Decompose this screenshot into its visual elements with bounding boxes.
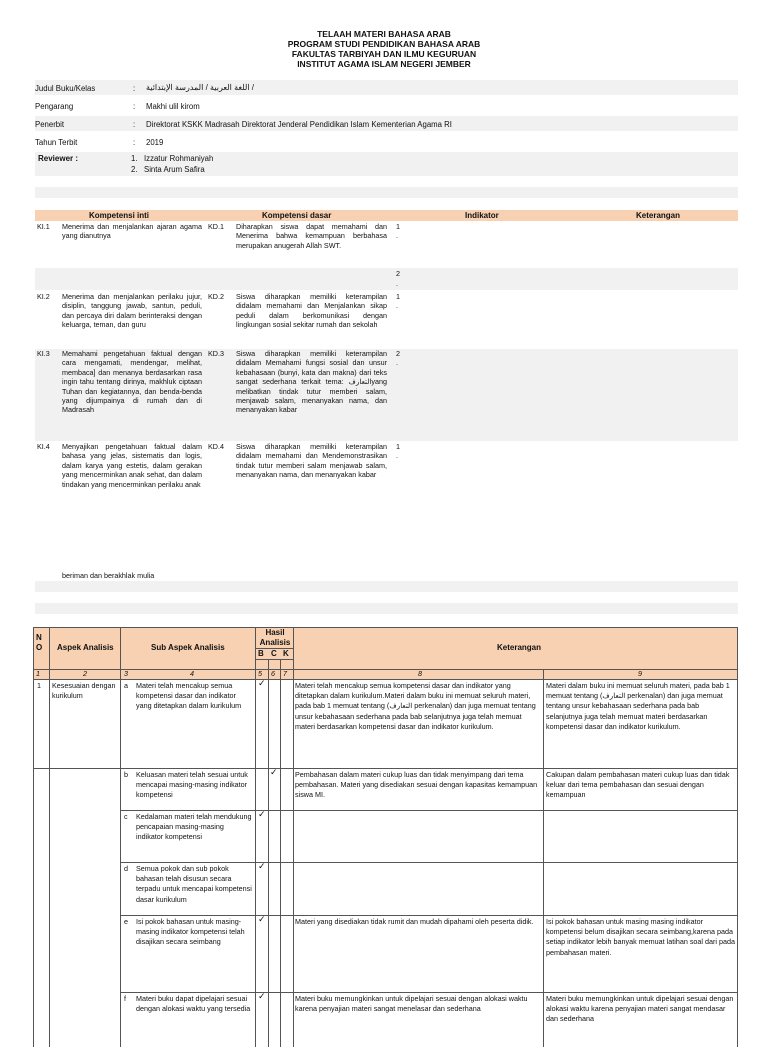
reviewer-name: 1. Izzatur Rohmaniyah	[131, 154, 214, 163]
keterangan-text: Materi yang disediakan tidak rumit dan mudah dipahami oleh peserta didik.	[295, 917, 534, 926]
meta-band	[35, 187, 738, 198]
indikator-number: 1	[396, 442, 400, 451]
ki-code: KI.3	[37, 349, 50, 358]
header-keterangan: Keterangan	[497, 643, 542, 652]
row-band	[35, 581, 738, 592]
kd-text: Siswa diharapkan memiliki keterampilan didalam Memahami fungsi sosial dan unsur kebahasaan (bunyi, kata dan makna) dari teks sangat sederhana terkait tema: التعارفyang melibatkan tindak tutur memberi salam, menjawab salam, menanyakan nama, dan menanyakan kabar	[236, 349, 387, 415]
grid-line	[120, 915, 738, 916]
header-hasil-analisis: Hasil Analisis	[259, 628, 291, 647]
analisis-colnum-band	[33, 669, 738, 679]
grid-line	[255, 627, 256, 1047]
keterangan-text: Pembahasan dalam materi cukup luas dan tidak menyimpang dari tema pembahasan. Materi yang disediakan sesuai dengan kapasitas kemampuan siswa MI.	[295, 770, 538, 800]
meta-value-tahun: 2019	[146, 138, 164, 147]
grid-line	[280, 659, 281, 1047]
meta-colon: :	[133, 120, 136, 129]
grid-line	[120, 627, 121, 1047]
indikator-dot: .	[396, 451, 398, 460]
sub-letter: a	[124, 681, 128, 690]
ki-text: Menerima dan menjalankan perilaku jujur, disiplin, tanggung jawab, santun, peduli, dan percaya diri dalam berinteraksi dengan keluarga, teman, dan guru	[62, 292, 202, 330]
grid-line	[120, 810, 738, 811]
meta-value-penerbit: Direktorat KSKK Madrasah Direktorat Jenderal Pendidikan Islam Kementerian Agama RI	[146, 120, 452, 129]
keterangan-text: Materi buku memungkinkan untuk dipelajari sesuai dengan alokasi waktu karena penyajian materi sangat mendasar dan sederhana	[546, 994, 734, 1024]
doc-title-line1: TELAAH MATERI BAHASA ARAB	[317, 29, 451, 39]
col-number: 4	[190, 669, 194, 678]
analisis-header-band	[33, 627, 738, 669]
doc-title-line3: FAKULTAS TARBIYAH DAN ILMU KEGURUAN	[291, 49, 477, 59]
col-number: 9	[638, 669, 642, 678]
check-mark: ✓	[258, 861, 266, 871]
sub-letter: c	[124, 812, 128, 821]
meta-label-tahun: Tahun Terbit	[35, 138, 78, 147]
analisis-table	[33, 627, 738, 1047]
col-number: 1	[36, 669, 40, 678]
grid-line	[543, 669, 544, 1047]
ki-code: KI.4	[37, 442, 50, 451]
header-c: C	[271, 649, 277, 658]
reviewer-label: Reviewer :	[38, 154, 79, 163]
kd-code: KD.2	[208, 292, 224, 301]
ki-text-continuation: beriman dan berakhlak mulia	[62, 571, 155, 580]
indikator-number: 1	[396, 292, 400, 301]
row-number: 1	[37, 681, 41, 690]
header-k: K	[283, 649, 289, 658]
ki-text: Menyajikan pengetahuan faktual dalam bahasa yang jelas, sistematis dan logis, dalam karya yang estetis, dalam gerakan yang mencerminkan anak sehat, dan dalam tindakan yang mencerminkan perilaku anak	[62, 442, 202, 489]
meta-colon: :	[133, 84, 136, 93]
kd-text: Siswa diharapkan memiliki keterampilan didalam memahami dan Menjalankan sikap peduli dalam berkomunikasi dengan lingkungan sosial sekitar rumah dan sekolah	[236, 292, 387, 330]
grid-line	[33, 669, 738, 670]
indikator-dot: .	[396, 231, 398, 240]
meta-value-pengarang: Makhi ulil kirom	[146, 102, 200, 111]
ki-code: KI.1	[37, 222, 50, 231]
ki-text: Memahami pengetahuan faktual dengan cara mengamati, mendengar, melihat, membaca] dan menanya berdasarkan rasa ingin tahu tentang dirinya, makhluk ciptaan Tuhan dan kegiatannya, dan benda-benda yang dijumpainya di rumah dan di Madrasah	[62, 349, 202, 415]
indikator-dot: .	[396, 279, 398, 288]
sub-aspek-text: Materi buku dapat dipelajari sesuai dengan alokasi waktu yang tersedia	[136, 994, 251, 1014]
aspek-text: Kesesuaian dengan kurikulum	[52, 681, 116, 701]
header-indikator: Indikator	[465, 211, 499, 220]
grid-line	[33, 627, 34, 1047]
check-mark: ✓	[258, 991, 266, 1001]
grid-line	[737, 627, 738, 1047]
meta-label-judul: Judul Buku/Kelas	[35, 84, 96, 93]
keterangan-text: Cakupan dalam pembahasan materi cukup luas dan tidak keluar dari tema pembahasan dan sesuai dengan kemampuan	[546, 770, 730, 800]
header-kompetensi-dasar: Kompetensi dasar	[262, 211, 332, 220]
meta-colon: :	[133, 138, 136, 147]
indikator-number: 2	[396, 349, 400, 358]
indikator-dot: .	[396, 301, 398, 310]
doc-title-line4: INSTITUT AGAMA ISLAM NEGERI JEMBER	[297, 59, 471, 69]
sub-aspek-text: Semua pokok dan sub pokok bahasan telah disusun secara terpadu untuk mencapai kompetensi dasar kurikulum	[136, 864, 252, 904]
sub-aspek-text: Isi pokok bahasan untuk masing-masing indikator kompetensi telah disajikan secara seimbang	[136, 917, 245, 947]
meta-label-penerbit: Penerbit	[35, 120, 65, 129]
grid-line	[268, 659, 269, 1047]
col-number: 7	[283, 669, 287, 678]
header-b: B	[258, 649, 264, 658]
indikator-number: 1	[396, 222, 400, 231]
header-sub-aspek: Sub Aspek Analisis	[151, 643, 225, 652]
doc-title-line2: PROGRAM STUDI PENDIDIKAN BAHASA ARAB	[287, 39, 481, 49]
kd-text: Siswa diharapkan memiliki keterampilan didalam memahami dan Mendemonstrasikan tindak tutur memberi salam menjawab salam, menanyakan nama, dan menanyakan kabar	[236, 442, 387, 480]
grid-line	[293, 627, 294, 1047]
sub-letter: e	[124, 917, 128, 926]
row-band	[35, 268, 738, 290]
grid-line	[33, 768, 738, 769]
sub-letter: d	[124, 864, 128, 873]
grid-line	[33, 679, 738, 680]
kd-code: KD.4	[208, 442, 224, 451]
header-aspek: Aspek Analisis	[57, 643, 114, 652]
check-mark: ✓	[258, 914, 266, 924]
keterangan-text: Materi buku memungkinkan untuk dipelajari sesuai dengan alokasi waktu karena penyajian materi sangat menelasar dan sederhana	[295, 994, 528, 1014]
meta-label-pengarang: Pengarang	[35, 102, 74, 111]
keterangan-text: Materi dalam buku ini memuat seluruh materi, pada bab 1 memuat tentang (التعارف perkenalan) dan juga memuat tentang unsur kebahasaan sederhana pada bab selanjutnya juga telah memuat materi berdasarkan kompetensi dasar dan indikator kurikulum.	[546, 681, 730, 731]
col-number: 6	[271, 669, 275, 678]
check-mark: ✓	[270, 767, 278, 777]
meta-value-judul: / اللغة العربية / المدرسة الإبتدائية	[146, 83, 254, 92]
ki-text: Menerima dan menjalankan ajaran agama yang dianutnya	[62, 222, 202, 241]
header-no: N O	[36, 633, 43, 652]
keterangan-text: Materi telah mencakup semua kompetensi dasar dan indikator yang ditetapkan dalam kurikulum.Materi dalam buku ini memuat seluruh materi, pada bab 1 memuat tentang (التعارف perkenalan) dan juga memuat tentang unsur kebahasaan sederhana pada bab selanjutnya juga telah memuat materi berdasarkan kompetensi dasar dan indikator kurikulum.	[295, 681, 536, 731]
grid-line	[120, 992, 738, 993]
check-mark: ✓	[258, 809, 266, 819]
sub-aspek-text: Kedalaman materi telah mendukung pencapaian masing-masing indikator kompetensi	[136, 812, 252, 842]
col-number: 2	[83, 669, 87, 678]
header-kompetensi-inti: Kompetensi inti	[89, 211, 150, 220]
grid-line	[120, 862, 738, 863]
header-keterangan: Keterangan	[636, 211, 681, 220]
meta-band	[35, 80, 738, 95]
keterangan-text: Isi pokok bahasan untuk masing masing indikator kompetensi belum disajikan secara seimbang,karena pada setiap indikator lebih banyak memuat latihan soal dari pada pembahasan materi.	[546, 917, 735, 957]
meta-colon: :	[133, 102, 136, 111]
row-band	[35, 603, 738, 614]
kd-text: Diharapkan siswa dapat memahami dan Menerima bahwa kemampuan berbahasa merupakan anugerah Allah SWT.	[236, 222, 387, 250]
sub-letter: b	[124, 770, 128, 779]
sub-aspek-text: Materi telah mencakup semua kompetensi dasar dan indikator yang ditetapkan dalam kurikulum	[136, 681, 242, 711]
reviewer-name: 2. Sinta Arum Safira	[131, 165, 205, 174]
sub-letter: f	[124, 994, 126, 1003]
grid-line	[49, 627, 50, 1047]
sub-aspek-text: Keluasan materi telah sesuai untuk mencapai masing-masing indikator kompetensi	[136, 770, 248, 800]
col-number: 3	[124, 669, 128, 678]
check-mark: ✓	[258, 678, 266, 688]
indikator-dot: .	[396, 358, 398, 367]
ki-code: KI.2	[37, 292, 50, 301]
col-number: 8	[418, 669, 422, 678]
indikator-number: 2	[396, 269, 400, 278]
kd-code: KD.1	[208, 222, 224, 231]
grid-line	[33, 627, 738, 628]
col-number: 5	[258, 669, 262, 678]
kd-code: KD.3	[208, 349, 224, 358]
